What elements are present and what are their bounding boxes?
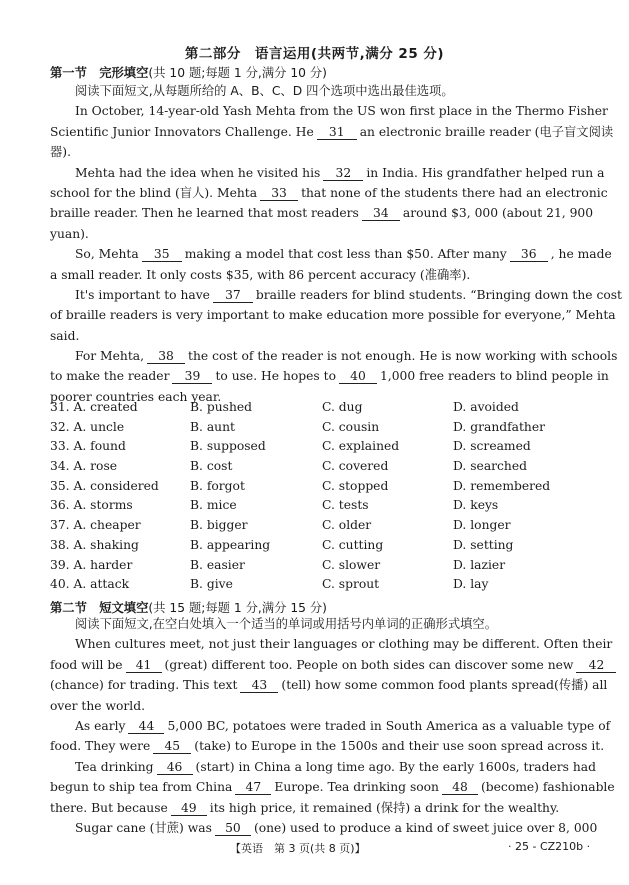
footer-code: · 25 - CZ210b ·: [508, 840, 591, 853]
option-row: [50, 398, 590, 418]
option-b[interactable]: B. supposed: [190, 439, 266, 454]
passage-line: to make the reader 39 to use. He hopes to 40 1,000 free readers to blind people in: [50, 369, 609, 384]
footer-page-label: 【英语 第 3 页(共 8 页)】: [230, 842, 366, 855]
blank-41[interactable]: 41: [126, 658, 162, 673]
option-c[interactable]: C. covered: [322, 459, 389, 474]
option-d[interactable]: D. keys: [453, 498, 499, 513]
option-b[interactable]: B. mice: [190, 498, 237, 513]
blank-42[interactable]: 42: [576, 658, 616, 673]
section1-instruction: 阅读下面短文,从每题所给的 A、B、C、D 四个选项中选出最佳选项。: [75, 84, 454, 98]
passage-line: Mehta had the idea when he visited his 32 in India. His grandfather helped run a: [75, 165, 605, 180]
options-table: [50, 398, 590, 595]
option-d[interactable]: D. searched: [453, 459, 527, 474]
passage-line: food will be 41 (great) different too. People on both sides can discover some new 42: [50, 655, 579, 675]
option-c[interactable]: C. dug: [322, 400, 363, 414]
option-row: [50, 437, 590, 457]
blank-46[interactable]: 46: [157, 760, 193, 775]
option-a[interactable]: 33. A. found: [50, 439, 126, 454]
blank-39[interactable]: 39: [172, 369, 212, 384]
option-d[interactable]: D. lazier: [453, 557, 506, 572]
option-c[interactable]: C. sprout: [322, 577, 380, 592]
blank-35[interactable]: 35: [142, 247, 182, 262]
section1-head: 第一节 完形填空: [50, 66, 149, 80]
passage-line: Tea drinking 46 (start) in China a long time ago. By the early 1600s, traders had: [75, 759, 597, 774]
blank-36[interactable]: 36: [510, 247, 548, 262]
option-a[interactable]: 38. A. shaking: [50, 537, 139, 552]
option-d[interactable]: D. setting: [453, 537, 514, 552]
passage-line: 器).: [50, 145, 72, 160]
option-d[interactable]: D. longer: [453, 518, 511, 533]
passage-line: there. But because 49 its high price, it remained (保持) a drink for the wealthy.: [50, 800, 560, 815]
option-b[interactable]: B. cost: [190, 459, 233, 474]
option-a[interactable]: 32. A. uncle: [50, 419, 125, 434]
passage-line: a small reader. It only costs $35, with 86 percent accuracy (准确率).: [50, 267, 471, 282]
passage-line: said.: [50, 328, 80, 343]
option-row: [50, 496, 590, 516]
option-b[interactable]: B. bigger: [190, 518, 248, 533]
passage-line: over the world.: [50, 698, 145, 713]
option-b[interactable]: B. give: [190, 577, 233, 592]
section2-head: 第二节 短文填空: [50, 601, 149, 615]
blank-37[interactable]: 37: [213, 288, 253, 303]
blank-38[interactable]: 38: [147, 349, 185, 364]
passage-line: It's important to have 37 braille readers for blind students. “Bringing down the cost: [75, 287, 622, 302]
option-c[interactable]: C. cousin: [322, 419, 380, 434]
option-b[interactable]: B. forgot: [190, 478, 245, 493]
option-b[interactable]: B. pushed: [190, 400, 253, 414]
option-row: [50, 477, 590, 497]
option-b[interactable]: B. easier: [190, 557, 245, 572]
passage-line: yuan).: [50, 226, 89, 241]
option-d[interactable]: D. screamed: [453, 439, 531, 454]
option-row: [50, 536, 590, 556]
section2-instruction: 阅读下面短文,在空白处填入一个适当的单词或用括号内单词的正确形式填空。: [75, 617, 498, 631]
option-c[interactable]: C. slower: [322, 557, 381, 572]
option-c[interactable]: C. older: [322, 518, 372, 533]
blank-32[interactable]: 32: [323, 166, 363, 181]
passage-line: In October, 14-year-old Yash Mehta from the US won first place in the Thermo Fisher: [75, 104, 608, 119]
option-c[interactable]: C. tests: [322, 498, 369, 513]
option-a[interactable]: 35. A. considered: [50, 478, 159, 493]
option-c[interactable]: C. stopped: [322, 478, 389, 493]
option-b[interactable]: B. aunt: [190, 419, 235, 434]
passage-line: of braille readers is very important to make education more possible for everyone,” Mehta: [50, 308, 616, 323]
passage-line: When cultures meet, not just their languages or clothing may be different. Often their: [75, 637, 613, 652]
blank-44[interactable]: 44: [128, 719, 164, 734]
part-title: 第二部分 语言运用(共两节,满分 25 分): [184, 46, 445, 62]
passage-line: food. They were 45 (take) to Europe in the 1500s and their use soon spread across it.: [50, 739, 605, 754]
section2-passage: [50, 614, 615, 838]
blank-48[interactable]: 48: [442, 780, 478, 795]
option-d[interactable]: D. avoided: [453, 400, 519, 414]
option-d[interactable]: D. grandfather: [453, 419, 546, 434]
blank-43[interactable]: 43: [240, 678, 278, 693]
blank-34[interactable]: 34: [362, 206, 400, 221]
passage-line: As early 44 5,000 BC, potatoes were traded in South America as a valuable type of: [75, 718, 611, 733]
option-row: [50, 556, 590, 576]
section1-desc: (共 10 题;每题 1 分,满分 10 分): [148, 66, 327, 80]
blank-45[interactable]: 45: [153, 739, 191, 754]
option-d[interactable]: D. lay: [453, 577, 489, 592]
passage-line: poorer countries each year.: [50, 389, 222, 404]
option-row: [50, 457, 590, 477]
option-b[interactable]: B. appearing: [190, 537, 271, 552]
option-row: [50, 418, 590, 438]
passage-line: So, Mehta 35 making a model that cost less than $50. After many 36 , he made: [75, 247, 612, 262]
passage-line: braille reader. Then he learned that most readers 34 around $3, 000 (about 21, 900: [50, 206, 594, 221]
passage-line: (chance) for trading. This text 43 (tell) how some common food plants spread(传播) all: [50, 678, 608, 693]
blank-40[interactable]: 40: [339, 369, 377, 384]
option-a[interactable]: 36. A. storms: [50, 498, 133, 513]
section2-desc: (共 15 题;每题 1 分,满分 15 分): [148, 601, 327, 615]
blank-49[interactable]: 49: [171, 801, 207, 816]
option-a[interactable]: 39. A. harder: [50, 557, 133, 572]
passage-line: Scientific Junior Innovators Challenge. He 31 an electronic braille reader (电子盲文阅读: [50, 124, 614, 139]
option-a[interactable]: 40. A. attack: [50, 577, 130, 592]
option-c[interactable]: C. cutting: [322, 537, 384, 552]
option-a[interactable]: 31. A. created: [50, 400, 138, 414]
passage-line: school for the blind (盲人). Mehta 33 that none of the students there had an electronic: [50, 185, 608, 200]
blank-31[interactable]: 31: [317, 125, 357, 140]
section1-header: [50, 63, 327, 81]
section1-passage: [50, 81, 622, 407]
option-a[interactable]: 37. A. cheaper: [50, 518, 141, 533]
passage-line: For Mehta, 38 the cost of the reader is not enough. He is now working with schools: [75, 349, 618, 364]
passage-line: Sugar cane (甘蔗) was 50 (one) used to produce a kind of sweet juice over 8, 000: [75, 820, 598, 835]
option-a[interactable]: 34. A. rose: [50, 459, 118, 474]
option-row: [50, 516, 590, 536]
passage-line: begun to ship tea from China 47 Europe. Tea drinking soon 48 (become) fashionable: [50, 780, 615, 795]
blank-50[interactable]: 50: [215, 821, 251, 836]
option-d[interactable]: D. remembered: [453, 478, 551, 493]
blank-33[interactable]: 33: [260, 186, 298, 201]
option-row: [50, 575, 590, 595]
blank-47[interactable]: 47: [235, 780, 271, 795]
option-c[interactable]: C. explained: [322, 439, 400, 454]
